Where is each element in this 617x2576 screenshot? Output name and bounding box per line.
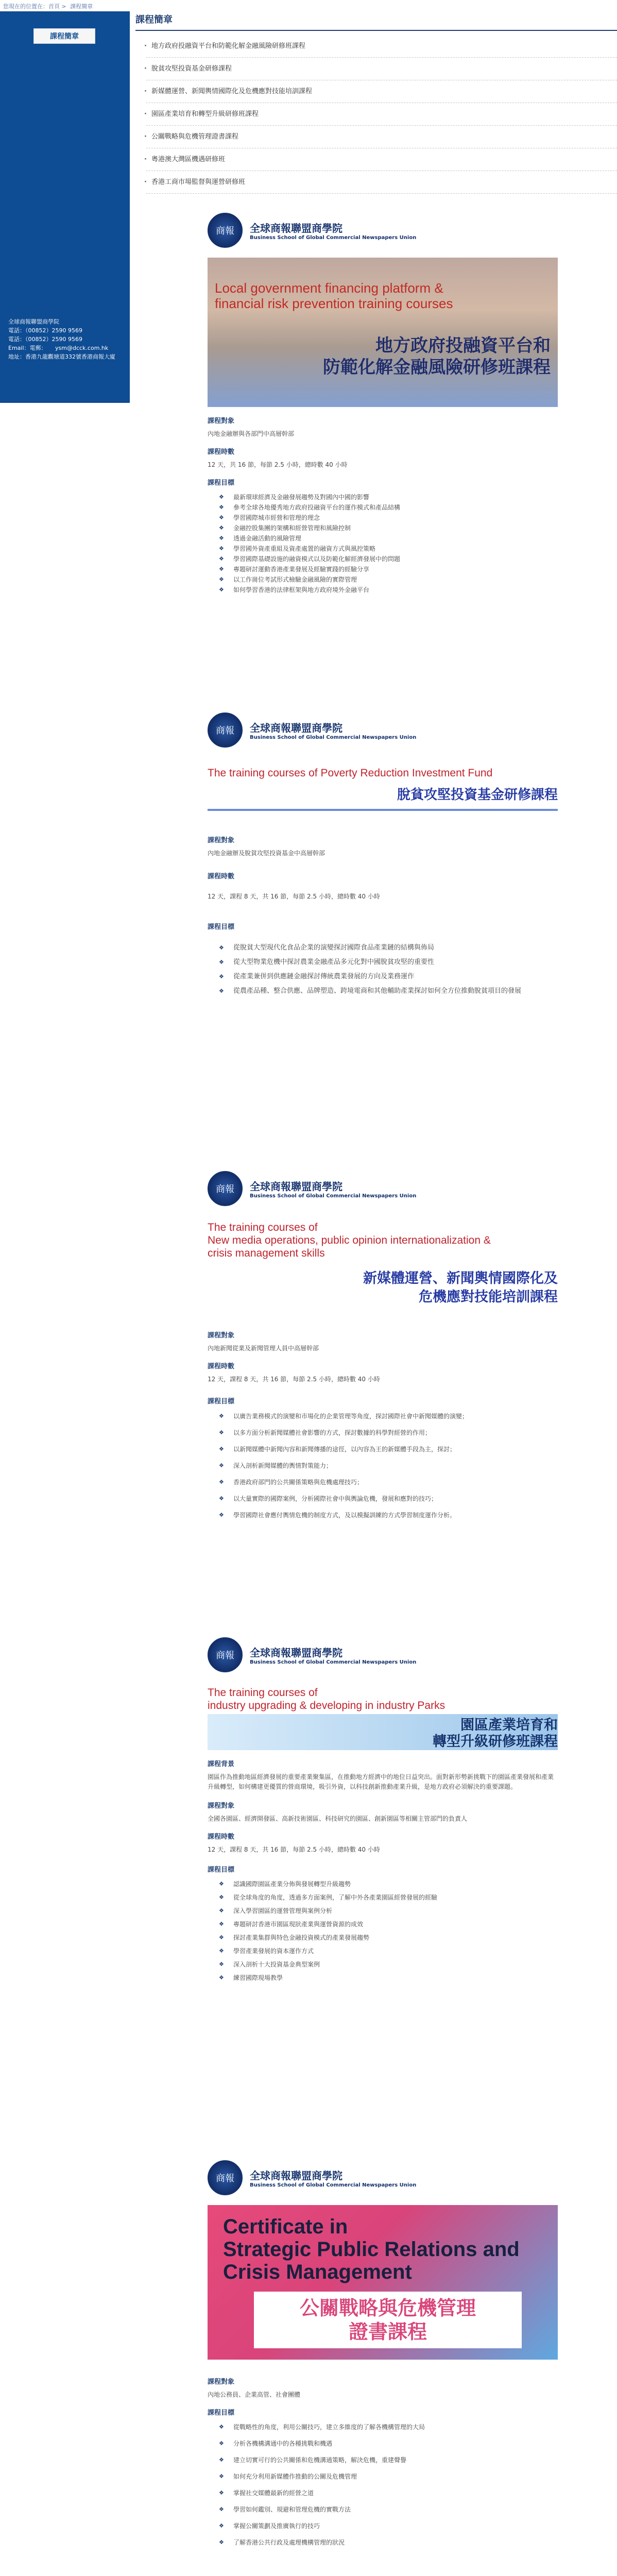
menu-item[interactable]: · 地方政府投融資平台和防範化解金融風險研修班課程 (146, 35, 617, 58)
goal-item: ❖ 掌握公關策劃及推廣執行的技巧 (208, 2521, 558, 2531)
course-banner (208, 2205, 558, 2360)
contact-line: 電話：（00852）2590 9569 (8, 336, 82, 343)
goal-item: ❖ 從大型物業危機中探討農業金融產品多元化對中國脫貧攻堅的重要性 (208, 956, 558, 969)
goal-item: ❖ 以新聞媒體中新聞內容和新聞傳播的途徑，以內容為王的新媒體手段為主，探討； (208, 1444, 558, 1455)
banner-underline (208, 809, 558, 811)
school-seal-icon: 商報 (208, 213, 243, 248)
goal-item: ❖ 從全球角度的角度，透過多方面案例，了解中外各產業園區經營發展的經驗 (208, 1892, 558, 1903)
breadcrumb (3, 2, 95, 10)
goal-list (208, 941, 558, 998)
school-name-en: Business School of Global Commercial Newspapers Union (250, 1193, 417, 1199)
goal-item: ❖ 學習如何鑑別、規避和管理危機的實戰方法 (208, 2504, 558, 2515)
target-label: 課程對象 (208, 1802, 235, 1810)
background-text: 園區作為推動地區經濟發展的重要產業聚集區，在推動地方經濟中的地位日益突出。面對新形勢新挑戰下的園區產業發展和產業升級轉型，如何構建更優質的營商環境，吸引外資，以科技創新推動產業升級，是地方政府必須解決的重要課題。 (208, 1773, 554, 1790)
goal-item: ❖ 以多方面分析新聞媒體社會影響的方式，探討數據的科學對經營的作用； (208, 1427, 558, 1438)
goal-item: ❖ 深入學習園區的運營管理與案例分析 (208, 1906, 558, 1916)
goal-item: ❖ 從產業兼併到供應鏈金融探討傳統農業發展的方向及業務運作 (208, 970, 558, 984)
banner-title-cn: 脫貧攻堅投資基金研修課程 (397, 787, 558, 803)
page-title: 課程簡章 (135, 14, 173, 25)
background-label: 課程背景 (208, 1760, 235, 1768)
goal-item: ❖ 學習國外資產重組及資產處置的融資方式與風控策略 (208, 544, 558, 554)
goal-item: ❖ 深入剖析新聞媒體的輿情對策能力； (208, 1460, 558, 1471)
goal-item: ❖ 以大量實際的國際案例，分析國際社會中與輿論危機，發展和應對的技巧； (208, 1493, 558, 1504)
menu-item[interactable]: · 脫貧攻堅投資基金研修課程 (146, 58, 617, 80)
goal-item: ❖ 以廣告業務模式的演變和市場化的企業管理等角度，探討國際社會中新聞媒體的演變； (208, 1411, 558, 1422)
school-seal-icon: 商報 (208, 2160, 243, 2195)
goal-label: 課程目標 (208, 1866, 235, 1874)
target-value: 內地金融辦及脫貧攻堅投資基金中高層幹部 (208, 850, 325, 857)
school-seal-icon: 商報 (208, 1171, 243, 1206)
school-name-cn: 全球商報聯盟商學院 (250, 1180, 342, 1193)
goal-item: ❖ 專題研討運動香港產業發展及經驗實踐的經驗分享 (208, 564, 558, 574)
menu-item[interactable]: · 新媒體運營、新聞輿情國際化及危機應對技能培訓課程 (146, 80, 617, 103)
target-label: 課程對象 (208, 1332, 235, 1340)
course-block-3 (208, 1170, 558, 1526)
goal-item: ❖ 學習國際城市經營和管理的理念 (208, 513, 558, 523)
goal-item: ❖ 分析各機構溝通中的各種挑戰和機遇 (208, 2438, 558, 2449)
contact-line: 電話：（00852）2590 9569 (8, 327, 82, 334)
goal-list (208, 2422, 558, 2548)
goal-item: ❖ 金融控股集團的架構和經營管理和風險控制 (208, 523, 558, 533)
goal-item: ❖ 掌握社交媒體最新的經營之道 (208, 2488, 558, 2498)
target-value: 內地新聞從業及新聞管理人員中高層幹部 (208, 1345, 319, 1352)
school-logo (208, 1170, 558, 1208)
course-banner (208, 1683, 558, 1750)
goal-label: 課程目標 (208, 923, 235, 931)
target-label: 課程對象 (208, 2378, 235, 2386)
goal-item: ❖ 透過金融活動的風險管理 (208, 533, 558, 544)
target-value: 內地公務員、企業高管、社會團體 (208, 2391, 301, 2398)
time-value: 12 天，課程 8 天，共 16 節，每節 2.5 小時，總時數 40 小時 (208, 1846, 380, 1853)
breadcrumb-path[interactable]: 您現在的位置在：首頁 > (3, 3, 66, 10)
course-block-4 (208, 1636, 558, 1986)
time-label: 課程時數 (208, 1833, 235, 1841)
menu-item[interactable]: · 粵港澳大灣區機遇研修班 (146, 148, 617, 171)
course-menu (146, 35, 617, 194)
course-banner (208, 258, 558, 407)
school-logo (208, 711, 558, 749)
goal-item: ❖ 學習產業發展的資本運作方式 (208, 1946, 558, 1956)
school-logo (208, 1636, 558, 1674)
banner-title-en: Local government financing platform & financial risk prevention training courses (215, 280, 453, 311)
goal-item: ❖ 如何學習香港的法律框架與地方政府境外金融平台 (208, 585, 558, 595)
time-label: 課程時數 (208, 873, 235, 880)
menu-item[interactable]: · 公關戰略與危機管理證書課程 (146, 126, 617, 148)
sidebar-heading[interactable]: 課程簡章 (33, 28, 95, 44)
banner-title-en: The training courses of Poverty Reduction Investment Fund (208, 767, 493, 779)
school-name-cn: 全球商報聯盟商學院 (250, 222, 342, 234)
goal-label: 課程目標 (208, 479, 235, 487)
time-value: 12 天，課程 8 天，共 16 節，每節 2.5 小時，總時數 40 小時 (208, 893, 380, 900)
school-logo (208, 2159, 558, 2197)
goal-item: ❖ 練習國際現場教學 (208, 1973, 558, 1983)
goal-label: 課程目標 (208, 2409, 235, 2417)
contact-line: Email：電郵： ysm@dcck.com.hk (8, 345, 109, 351)
target-label: 課程對象 (208, 417, 235, 425)
sidebar (0, 11, 130, 403)
school-name-en: Business School of Global Commercial Newspapers Union (250, 735, 417, 740)
goal-item: ❖ 參考全球各地優秀地方政府投融資平台的運作模式和產品結構 (208, 502, 558, 513)
banner-title-en: Certificate in Strategic Public Relations and Crisis Management (223, 2215, 520, 2283)
menu-item[interactable]: · 園區產業培育和轉型升級研修班課程 (146, 103, 617, 126)
contact-line: 全球商報聯盟商學院 (8, 318, 59, 325)
time-label: 課程時數 (208, 1363, 235, 1370)
school-name-cn: 全球商報聯盟商學院 (250, 722, 342, 734)
goal-label: 課程目標 (208, 1398, 235, 1405)
target-label: 課程對象 (208, 837, 235, 844)
goal-item: ❖ 專題研討香港市園區現狀產業與運營資源的成效 (208, 1919, 558, 1929)
banner-title-cn: 地方政府投融資平台和 防範化解金融風險研修班課程 (323, 335, 551, 378)
course-banner (208, 1221, 558, 1321)
school-name-en: Business School of Global Commercial Newspapers Union (250, 2182, 417, 2188)
school-seal-icon: 商報 (208, 1637, 243, 1672)
goal-item: ❖ 學習國際基礎設施的融資模式以及防範化解經濟發展中的問題 (208, 554, 558, 564)
goal-item: ❖ 認識國際園區產業分佈與發展轉型升級趨勢 (208, 1879, 558, 1889)
goal-list (208, 492, 558, 595)
time-label: 課程時數 (208, 448, 235, 456)
goal-item: ❖ 探討產業集群與特色金融投資模式的產業發展趨勢 (208, 1933, 558, 1943)
goal-item: ❖ 了解香港公共行政及處理機構管理的狀況 (208, 2537, 558, 2548)
goal-item: ❖ 深入剖析十大投資基金典型案例 (208, 1959, 558, 1970)
goal-item: ❖ 建立切實可行的公共關係和危機溝通策略，解決危機，重建聲譽 (208, 2455, 558, 2465)
course-block-5 (208, 2159, 558, 2554)
target-value: 內地金融辦與各部門中高層幹部 (208, 430, 295, 437)
goal-item: ❖ 最新環球經濟及金融發展趨勢及對國內中國的影響 (208, 492, 558, 502)
goal-item: ❖ 從農產品種、整合供應、品牌塑造、跨境電商和其他輔助產業探討如何全方位推動脫貧項目的發展 (208, 985, 558, 998)
school-name-cn: 全球商報聯盟商學院 (250, 2170, 342, 2182)
time-value: 12 天，課程 8 天，共 16 節，每節 2.5 小時，總時數 40 小時 (208, 1376, 380, 1383)
banner-title-en: The training courses of New media operations, public opinion internationalization & crisis management skills (208, 1222, 491, 1259)
banner-title-en: The training courses of industry upgrading & developing in industry Parks (208, 1687, 445, 1711)
school-name-en: Business School of Global Commercial Newspapers Union (250, 1659, 417, 1665)
course-block-1 (208, 211, 558, 595)
goal-item: ❖ 從脫貧大型現代化食品企業的演變探討國際食品產業鏈的結構與佈局 (208, 941, 558, 955)
goal-list (208, 1411, 558, 1521)
goal-item: ❖ 以工作崗位考試形式檢驗金融風險的實際管理 (208, 574, 558, 585)
title-divider (135, 30, 617, 31)
course-banner (208, 759, 558, 811)
school-logo (208, 211, 558, 249)
banner-title-cn: 公關戰略與危機管理 證書課程 (254, 2292, 522, 2348)
menu-item[interactable]: · 香港工商市場監督與運營研修班 (146, 171, 617, 194)
school-name-cn: 全球商報聯盟商學院 (250, 1647, 342, 1659)
banner-title-cn: 園區產業培育和 轉型升級研修班課程 (433, 1717, 558, 1750)
banner-title-cn: 新媒體運營、新聞輿情國際化及 危機應對技能培訓課程 (363, 1270, 558, 1305)
target-value: 全國各園區、經濟開發區、高新技術園區、科技研究的園區、創新園區等相關主管部門的負責人 (208, 1815, 468, 1822)
course-block-2 (208, 711, 558, 999)
goal-item: ❖ 從戰略性的角度，利用公關技巧，建立多維度的了解各機構管理的大局 (208, 2422, 558, 2432)
school-name-en: Business School of Global Commercial Newspapers Union (250, 235, 417, 241)
sidebar-contact (8, 317, 127, 361)
goal-list (208, 1879, 558, 1983)
school-seal-icon: 商報 (208, 713, 243, 748)
goal-item: ❖ 如何充分利用新媒體作推動的公關及危機管理 (208, 2471, 558, 2482)
goal-item: ❖ 學習國際社會應付輿情危機的制度方式，及以模擬訓練的方式學習制度運作分析。 (208, 1510, 558, 1521)
goal-item: ❖ 香港政府部門的公共關係策略與危機處理技巧； (208, 1477, 558, 1488)
breadcrumb-current: 課程簡章 (70, 3, 93, 10)
contact-line: 地址：香港九龍觀塘道332號香港商報大廈 (8, 353, 115, 360)
time-value: 12 天，共 16 節，每節 2.5 小時，總時數 40 小時 (208, 461, 348, 468)
